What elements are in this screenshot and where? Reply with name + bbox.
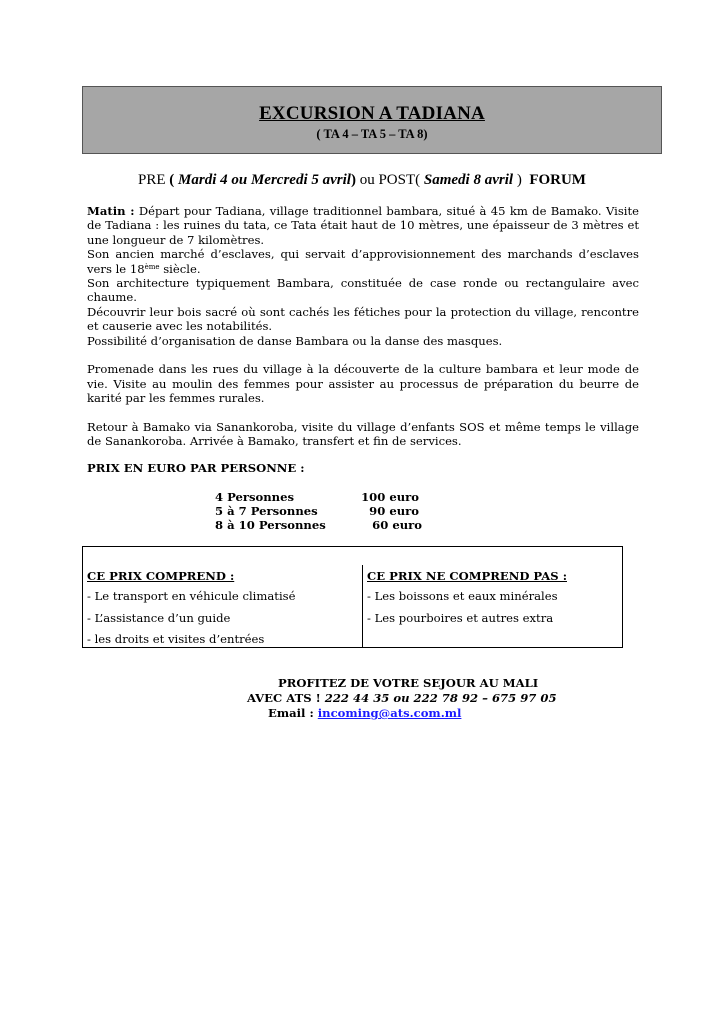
includes-heading: CE PRIX COMPREND : (87, 569, 235, 583)
includes-item: - les droits et visites d’entrées (87, 632, 265, 646)
paragraph-1-text: Départ pour Tadiana, village traditionnel bambara, situé à 45 km de Bamako. Visite de Tadiana : les ruines du tata, ce Tata était haut de 10 mètres, une épaisseur de 3 mètres et une longueur de 7 kilomètres. (87, 204, 639, 247)
price-row (215, 490, 455, 505)
email-label: Email : (268, 706, 318, 720)
price-title: PRIX EN EURO PAR PERSONNE : (87, 461, 305, 475)
price-row-value: 90 euro (369, 504, 419, 518)
phone-numbers: 222 44 35 ou 222 78 92 – 675 97 05 (324, 691, 557, 705)
footer-ats-label: AVEC ATS ! (247, 691, 325, 705)
price-row (215, 518, 455, 533)
paragraph-2 (87, 247, 639, 276)
price-row-value: 60 euro (372, 518, 422, 532)
footer-slogan: PROFITEZ DE VOTRE SEJOUR AU MALI (278, 676, 539, 690)
paragraph-2-tail: siècle. (159, 261, 201, 276)
superscript: ème (144, 262, 160, 271)
includes-item: - L’assistance d’un guide (87, 610, 231, 625)
open-paren: ( (169, 172, 175, 188)
forum-label: FORUM (529, 172, 586, 188)
paragraph-2-text: Son ancien marché d’esclaves, qui servait d’approvisionnement des marchands d’esclaves vers le 18 (87, 247, 639, 276)
title-box (82, 86, 662, 154)
excludes-column (367, 569, 617, 632)
post-label: ou POST( (359, 172, 421, 188)
excludes-item: - Les boissons et eaux minérales (367, 589, 558, 603)
close-paren-2: ) (516, 172, 522, 188)
price-row-label: 8 à 10 Personnes (215, 518, 326, 532)
pre-label: PRE (138, 172, 166, 188)
includes-item: - Le transport en véhicule climatisé (87, 589, 296, 603)
price-row (215, 504, 455, 519)
excludes-item: - Les pourboires et autres extra (367, 610, 554, 625)
dates-line (0, 172, 724, 189)
page-title: EXCURSION A TADIANA (259, 103, 485, 124)
email-link[interactable]: incoming@ats.com.ml (317, 706, 462, 720)
page-subtitle: ( TA 4 – TA 5 – TA 8) (316, 127, 428, 141)
program-description (87, 204, 639, 449)
footer-phones-line (247, 691, 557, 706)
footer-email-line (268, 706, 461, 721)
price-row-label: 5 à 7 Personnes (215, 504, 318, 518)
pre-dates: Mardi 4 ou Mercredi 5 avril (178, 172, 351, 188)
price-row-value: 100 euro (361, 490, 419, 504)
close-paren: ) (350, 172, 356, 188)
paragraph-4: Découvrir leur bois sacré où sont cachés les fétiches pour la protection du village, rencontre et causerie avec les notabilités. (87, 304, 639, 334)
paragraph-3: Son architecture typiquement Bambara, constituée de case ronde ou rectangulaire avec chaume. (87, 276, 639, 305)
column-divider (362, 565, 363, 647)
matin-label: Matin : (87, 204, 135, 218)
paragraph-7: Retour à Bamako via Sanankoroba, visite du village d’enfants SOS et même temps le village de Sanankoroba. Arrivée à Bamako, transfert et fin de services. (87, 420, 639, 449)
paragraph-6: Promenade dans les rues du village à la découverte de la culture bambara et leur mode de vie. Visite au moulin des femmes pour assister au processus de préparation du beurre de karité par les femmes rurales. (87, 362, 639, 406)
includes-column (87, 569, 357, 654)
paragraph-5: Possibilité d’organisation de danse Bambara ou la danse des masques. (87, 333, 503, 348)
excludes-heading: CE PRIX NE COMPREND PAS : (367, 569, 567, 583)
price-row-label: 4 Personnes (215, 490, 295, 504)
post-date: Samedi 8 avril (423, 172, 514, 188)
price-inclusions-table (82, 546, 623, 648)
paragraph-1 (87, 204, 639, 247)
